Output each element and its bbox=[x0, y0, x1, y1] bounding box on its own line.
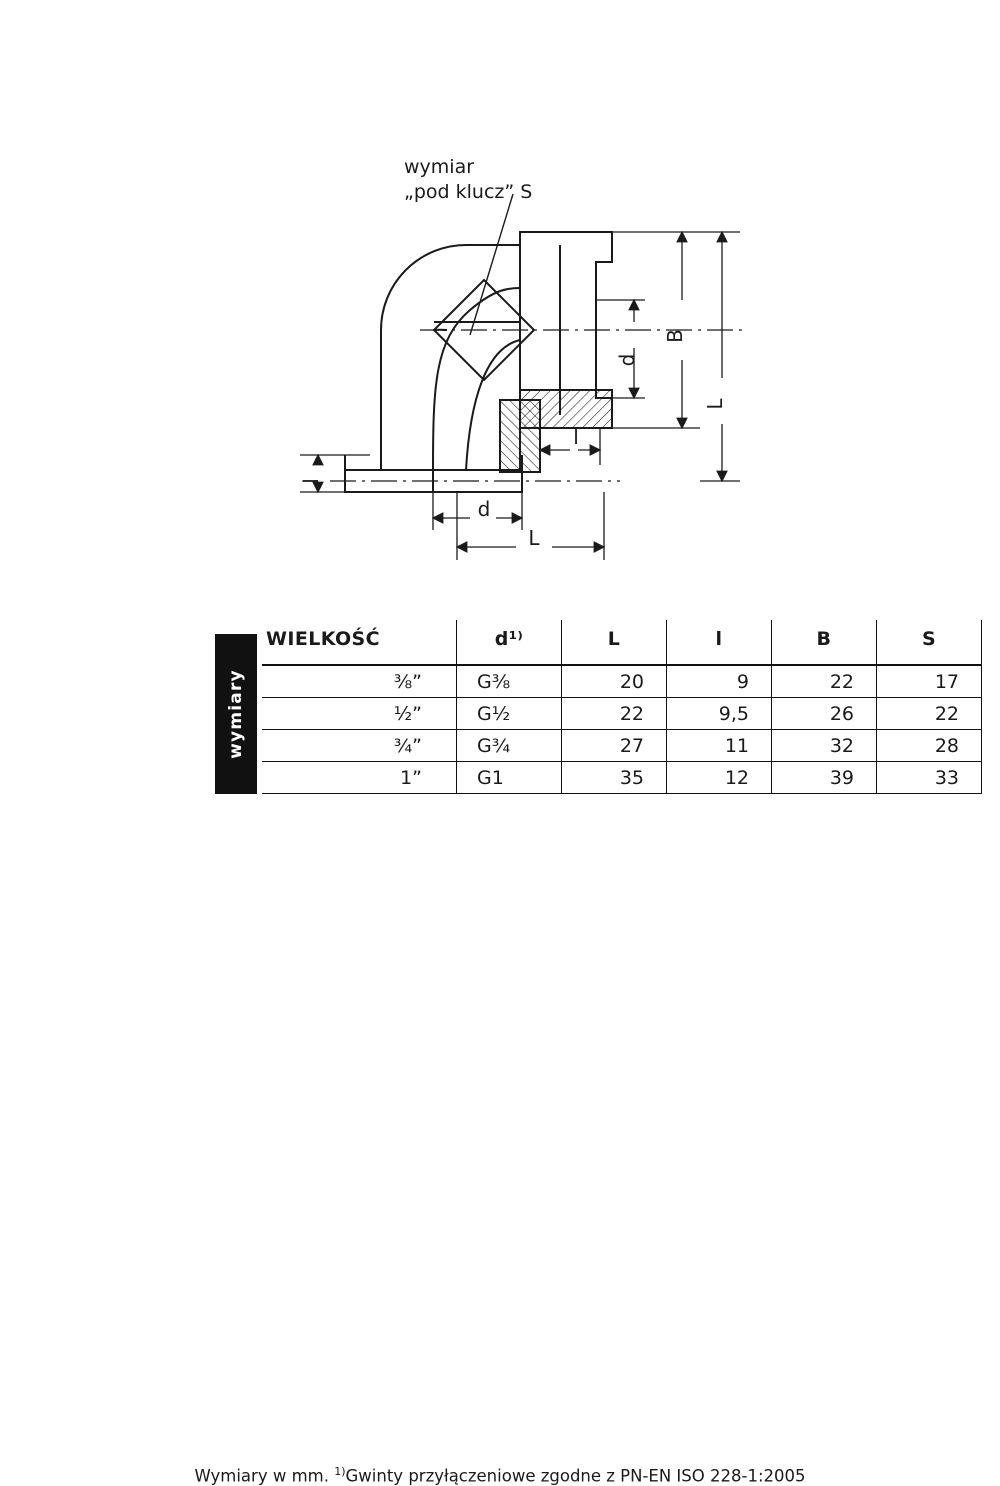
dimensions-table bbox=[262, 620, 982, 794]
header-L: L bbox=[562, 620, 667, 665]
cell-size: ⅜” bbox=[393, 670, 422, 693]
cell-S: 28 bbox=[877, 730, 982, 762]
cell-d: G1 bbox=[457, 762, 562, 794]
table-row bbox=[262, 762, 982, 794]
dimension-l-middle bbox=[540, 428, 600, 465]
table-side-tab-label: wymiary bbox=[226, 669, 246, 759]
section-hatching bbox=[500, 390, 612, 472]
cell-size: ¾” bbox=[393, 734, 422, 757]
callout-label-line1: wymiar bbox=[404, 156, 475, 178]
cell-B: 39 bbox=[772, 762, 877, 794]
cell-l: 11 bbox=[667, 730, 772, 762]
cell-l: 12 bbox=[667, 762, 772, 794]
label-d-bottom: d bbox=[477, 497, 491, 521]
cell-L: 22 bbox=[562, 698, 667, 730]
header-B: B bbox=[772, 620, 877, 665]
table-body bbox=[262, 665, 982, 794]
cell-l: 9 bbox=[667, 665, 772, 698]
label-l-left: l bbox=[299, 478, 323, 484]
technical-drawing bbox=[0, 0, 1000, 600]
cell-B: 22 bbox=[772, 665, 877, 698]
label-L-right: L bbox=[703, 398, 727, 410]
callout-label-line2: „pod klucz” S bbox=[404, 181, 533, 203]
cell-L: 27 bbox=[562, 730, 667, 762]
cell-S: 17 bbox=[877, 665, 982, 698]
table-side-tab bbox=[215, 634, 257, 794]
footnote-superscript: 1) bbox=[334, 1465, 346, 1478]
table-header bbox=[262, 620, 982, 665]
cell-d: G½ bbox=[457, 698, 562, 730]
header-d: d¹⁾ bbox=[457, 620, 562, 665]
table-row bbox=[262, 665, 982, 698]
footnote-part2: Gwinty przyłączeniowe zgodne z PN-EN ISO 228-1:2005 bbox=[345, 1466, 806, 1486]
fitting-outline bbox=[345, 232, 612, 492]
cell-size: ½” bbox=[393, 702, 422, 725]
cell-L: 35 bbox=[562, 762, 667, 794]
cell-d: G⅜ bbox=[457, 665, 562, 698]
header-S: S bbox=[877, 620, 982, 665]
cell-B: 32 bbox=[772, 730, 877, 762]
header-wielkosc: WIELKOŚĆ bbox=[266, 628, 380, 650]
elbow-fitting-drawing bbox=[0, 0, 1000, 600]
header-l: l bbox=[667, 620, 772, 665]
table-footnote bbox=[0, 1465, 1000, 1486]
cell-B: 26 bbox=[772, 698, 877, 730]
dimension-L-right bbox=[700, 232, 740, 481]
cell-L: 20 bbox=[562, 665, 667, 698]
dimension-d-right bbox=[596, 300, 645, 398]
cell-S: 33 bbox=[877, 762, 982, 794]
label-l-middle: l bbox=[573, 425, 579, 449]
cell-size: 1” bbox=[400, 766, 422, 789]
table-header-row bbox=[262, 620, 982, 665]
cell-d: G¾ bbox=[457, 730, 562, 762]
cell-S: 22 bbox=[877, 698, 982, 730]
cell-l: 9,5 bbox=[667, 698, 772, 730]
dimension-l-left bbox=[300, 455, 370, 492]
callout-leader-line bbox=[470, 194, 513, 335]
label-L-bottom: L bbox=[528, 526, 540, 550]
label-d-right: d bbox=[615, 353, 639, 367]
label-B: B bbox=[663, 329, 687, 343]
dimensions-table-section bbox=[0, 620, 1000, 1486]
table-row bbox=[262, 730, 982, 762]
table-row bbox=[262, 698, 982, 730]
footnote-part1: Wymiary w mm. bbox=[194, 1466, 335, 1486]
